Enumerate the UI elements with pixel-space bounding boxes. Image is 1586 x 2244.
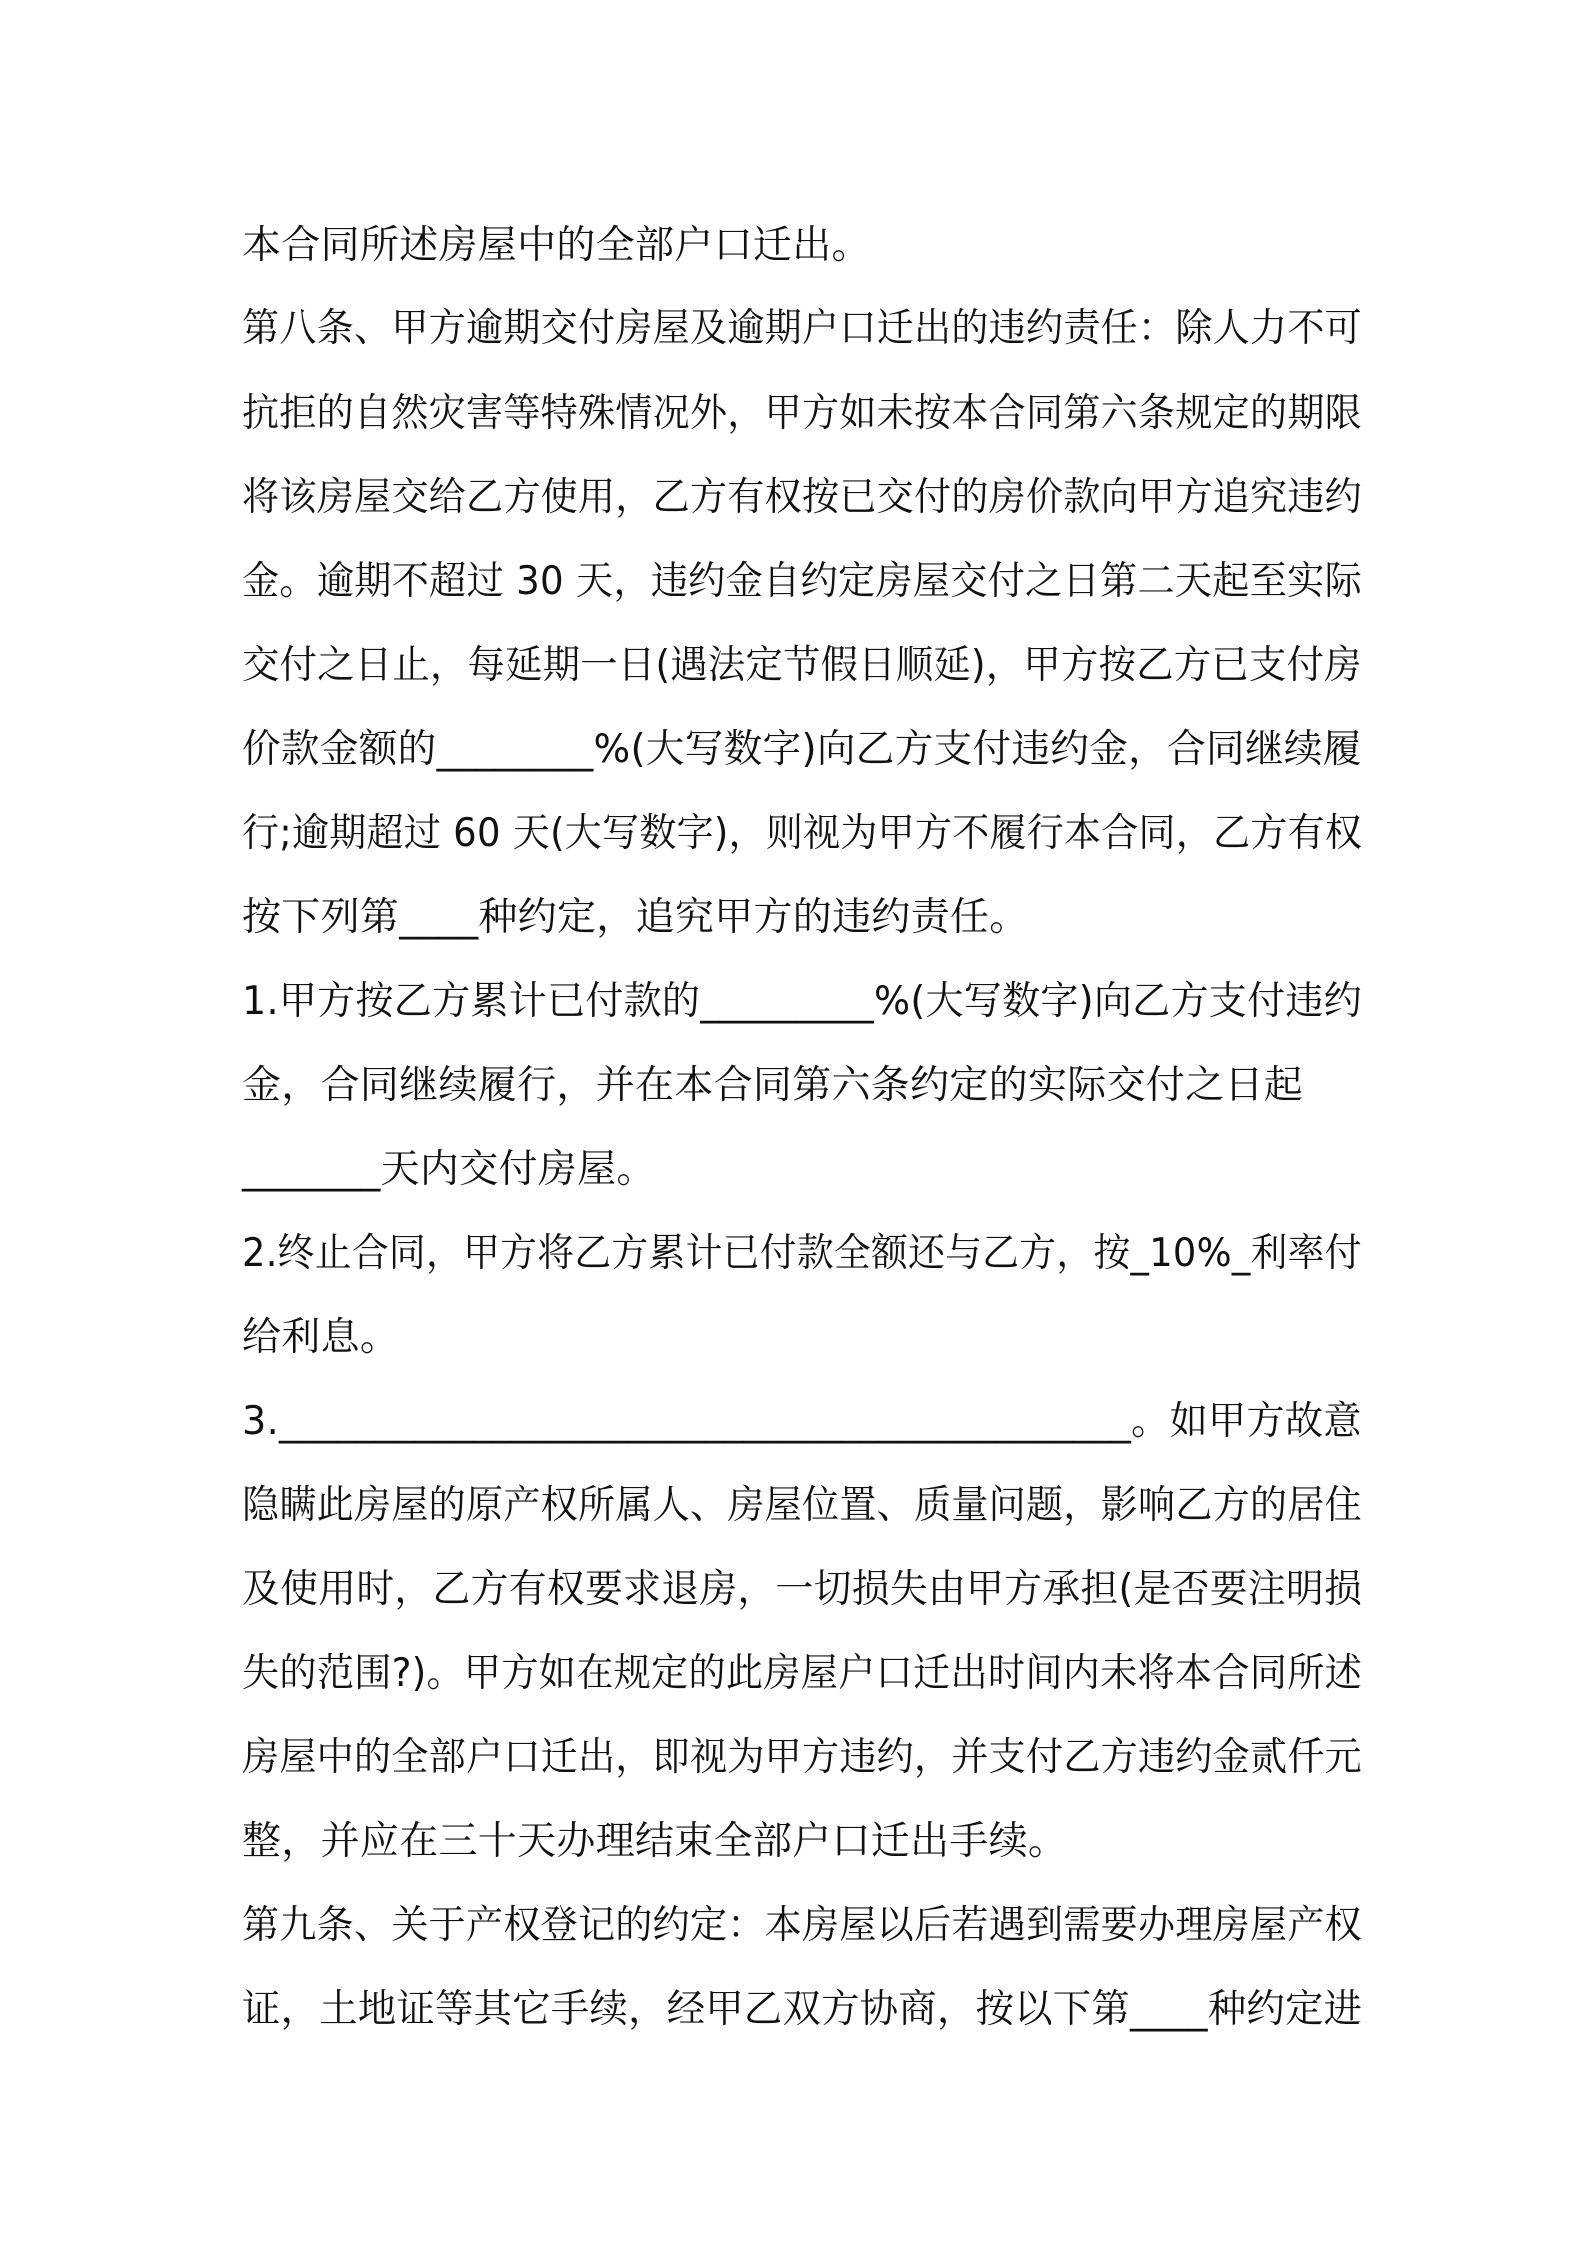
text-line: 1.甲方按乙方累计已付款的_________%(大写数字)向乙方支付违约 [242,979,1362,1024]
text-line: _______天内交付房屋。 [242,1147,656,1192]
text-line: 按下列第____种约定，追究甲方的违约责任。 [242,895,1029,940]
text-line: 将该房屋交给乙方使用，乙方有权按已交付的房价款向甲方追究违约 [242,475,1363,520]
text-line: 证，土地证等其它手续，经甲乙双方协商，按以下第____种约定进 [242,1987,1363,2032]
text-line: 第八条、甲方逾期交付房屋及逾期户口迁出的违约责任：除人力不可 [242,306,1363,351]
text-line: 本合同所述房屋中的全部户口迁出。 [242,223,871,268]
text-line: 及使用时，乙方有权要求退房，一切损失由甲方承担(是否要注明损 [242,1567,1363,1612]
text-line: 整，并应在三十天办理结束全部户口迁出手续。 [242,1819,1068,1864]
text-line: 金，合同继续履行，并在本合同第六条约定的实际交付之日起 [242,1063,1304,1108]
text-line: 第九条、关于产权登记的约定：本房屋以后若遇到需要办理房屋产权 [242,1903,1363,1948]
text-line: 金。逾期不超过 30 天，违约金自约定房屋交付之日第二天起至实际 [242,559,1363,604]
text-line: 2.终止合同，甲方将乙方累计已付款全额还与乙方，按_10%_利率付 [242,1231,1362,1276]
text-line: 隐瞒此房屋的原产权所属人、房屋位置、质量问题，影响乙方的居住 [242,1483,1363,1528]
text-line: 房屋中的全部户口迁出，即视为甲方违约，并支付乙方违约金贰仟元 [242,1735,1363,1780]
text-line: 3.____________________________________________。如甲方故意 [242,1399,1362,1444]
text-line: 行;逾期超过 60 天(大写数字)，则视为甲方不履行本合同，乙方有权 [242,811,1363,856]
text-line: 给利息。 [242,1315,400,1360]
text-line: 抗拒的自然灾害等特殊情况外，甲方如未按本合同第六条规定的期限 [242,391,1363,436]
text-line: 失的范围?)。甲方如在规定的此房屋户口迁出时间内未将本合同所述 [242,1651,1363,1696]
text-line: 价款金额的________%(大写数字)向乙方支付违约金，合同继续履 [242,727,1362,772]
text-line: 交付之日止，每延期一日(遇法定节假日顺延)，甲方按乙方已支付房 [242,643,1362,688]
